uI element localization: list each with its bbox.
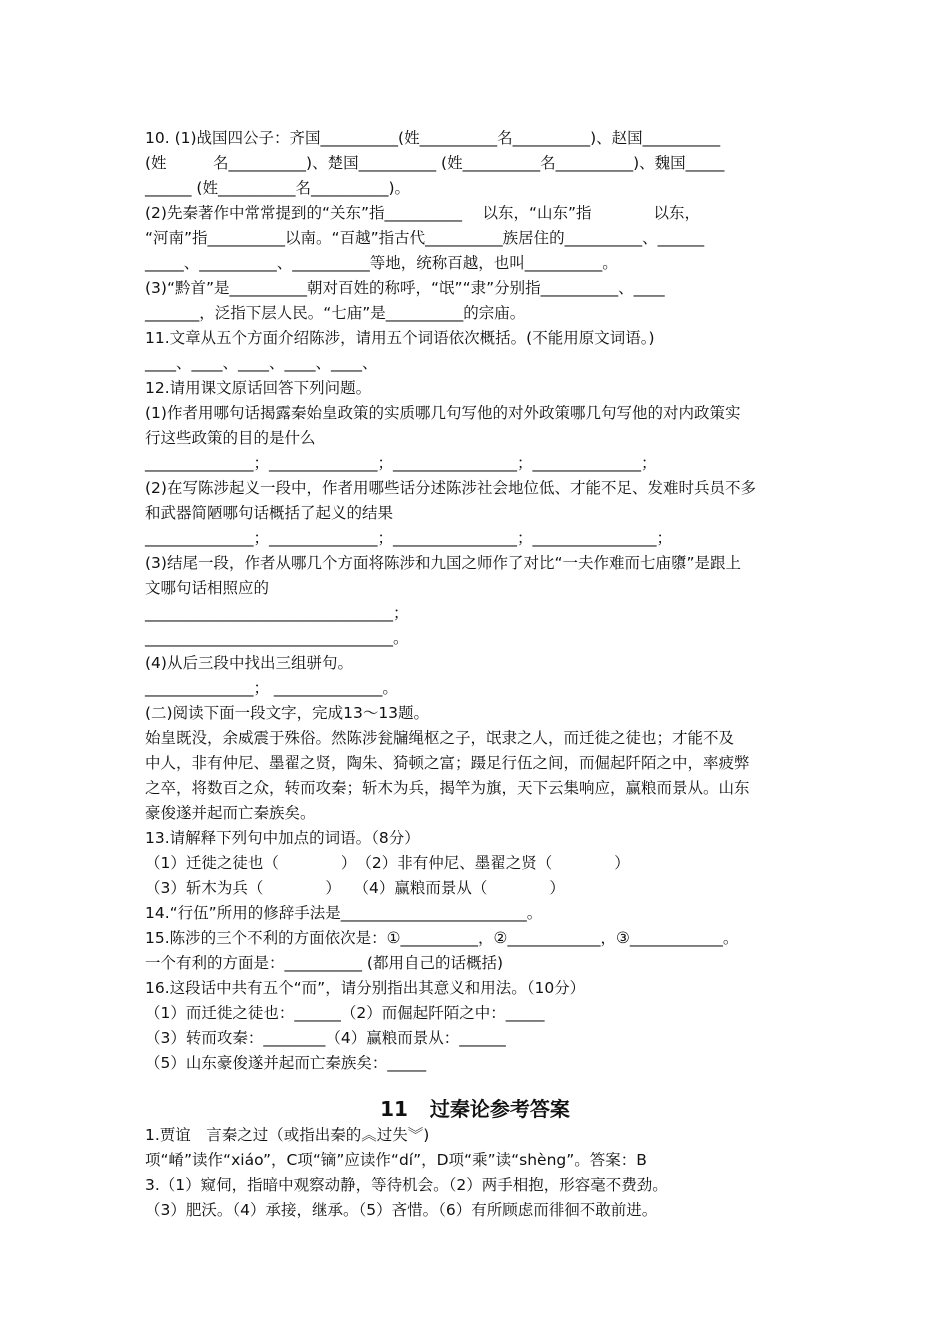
q12-line-6: 和武器简陋哪句话概括了起义的结果	[145, 504, 394, 522]
q16-line-1: 16.这段话中共有五个“而”，请分别指出其意义和用法。（10分）	[145, 979, 586, 997]
answer-key-number: 11	[380, 1097, 408, 1121]
passage-line-2: 中人，非有仲尼、墨翟之贤，陶朱、猗顿之富；蹑足行伍之间，而倔起阡陌之中，率疲弊	[145, 754, 750, 772]
answer-2: 项“崤”读作“xiáo”，C项“镝”应读作“dí”，D项“乘”读“shèng”。答案：B	[145, 1151, 647, 1169]
passage-line-4: 豪俊遂并起而亡秦族矣。	[145, 804, 316, 822]
answer-1: 1.贾谊 言秦之过（或指出秦的︽过失︾)	[145, 1126, 430, 1144]
q13-line-2: （1）迁徙之徒也（ ） （2）非有仲尼、墨翟之贤（ ）	[145, 854, 630, 872]
answer-key-title	[0, 1096, 950, 1122]
answer-3-line-2: （3）肥沃。（4）承接，继承。（5）吝惜。（6）有所顾虑而徘徊不敢前进。	[145, 1201, 658, 1219]
q10-line-3: ______ (姓__________名__________)。	[145, 179, 411, 197]
q12-line-8: (3)结尾一段，作者从哪几个方面将陈涉和九国之师作了对比“一夫作难而七庙隳”是跟上	[145, 554, 742, 572]
q12-line-7: ______________；______________；________________；________________；	[145, 529, 673, 547]
section-2-heading: (二)阅读下面一段文字，完成13～13题。	[145, 704, 430, 722]
q16-line-4: （5）山东豪俊遂并起而亡秦族矣：_____	[145, 1054, 427, 1072]
q12-line-5: (2)在写陈涉起义一段中，作者用哪些话分述陈涉社会地位低、才能不足、发难时兵员不多	[145, 479, 756, 497]
q10-line-2: (姓 名__________)、楚国__________ (姓__________名__________)、魏国_____	[145, 154, 725, 172]
passage-line-1: 始皇既没，余威震于殊俗。然陈涉瓮牖绳枢之子，氓隶之人，而迁徙之徒也；才能不及	[145, 729, 735, 747]
passage-line-3: 之卒，将数百之众，转而攻秦；斩木为兵，揭竿为旗，天下云集响应，赢粮而景从。山东	[145, 779, 750, 797]
q13-line-1: 13.请解释下列句中加点的词语。（8分）	[145, 829, 420, 847]
q10-line-8: _______，泛指下层人民。“七庙”是__________的宗庙。	[145, 304, 526, 322]
q10-line-6: _____、__________、__________等地，统称百越，也叫__________。	[145, 254, 618, 272]
q12-line-4: ______________；______________；________________；______________；	[145, 454, 657, 472]
q12-line-12: (4)从后三段中找出三组骈句。	[145, 654, 353, 672]
q12-line-13: ______________； ______________。	[145, 679, 398, 697]
q11-line-1: 11.文章从五个方面介绍陈涉，请用五个词语依次概括。(不能用原文词语。)	[145, 329, 655, 347]
q12-line-1: 12.请用课文原话回答下列问题。	[145, 379, 372, 397]
q11-line-2: ____、____、____、____、____、	[145, 354, 378, 372]
q16-line-2: （1）而迁徙之徒也：______（2）而倔起阡陌之中：_____	[145, 1004, 545, 1022]
q12-line-11: ________________________________。	[145, 629, 409, 647]
q14-line: 14.“行伍”所用的修辞手法是________________________。	[145, 904, 543, 922]
q12-line-2: (1)作者用哪句话揭露秦始皇政策的实质哪几句写他的对外政策哪几句写他的对内政策实	[145, 404, 741, 422]
answer-key-heading: 过秦论参考答案	[429, 1097, 570, 1121]
q13-line-3: （3）斩木为兵（ ） （4）赢粮而景从（ ）	[145, 879, 565, 897]
q15-line-1: 15.陈涉的三个不利的方面依次是：①__________，②____________，③____________。	[145, 929, 739, 947]
q16-line-3: （3）转而攻秦：________（4）赢粮而景从：______	[145, 1029, 506, 1047]
q10-line-1: 10. (1)战国四公子：齐国__________(姓__________名__________)、赵国__________	[145, 129, 721, 147]
q12-line-9: 文哪句话相照应的	[145, 579, 270, 597]
q15-line-2: 一个有利的方面是：__________ (都用自己的话概括)	[145, 954, 504, 972]
q10-line-7: (3)“黔首”是__________朝对百姓的称呼，“氓”“隶”分别指__________、____	[145, 279, 665, 297]
q12-line-3: 行这些政策的目的是什么	[145, 429, 316, 447]
q10-line-4: (2)先秦著作中常常提到的“关东”指__________ 以东，“山东”指 以东，	[145, 204, 701, 222]
answer-3-line-1: 3.（1）窥伺，指暗中观察动静，等待机会。（2）两手相抱，形容毫不费劲。	[145, 1176, 668, 1194]
q12-line-10: ________________________________；	[145, 604, 409, 622]
q10-line-5: “河南”指__________以南。“百越”指古代__________族居住的__________、______	[145, 229, 705, 247]
